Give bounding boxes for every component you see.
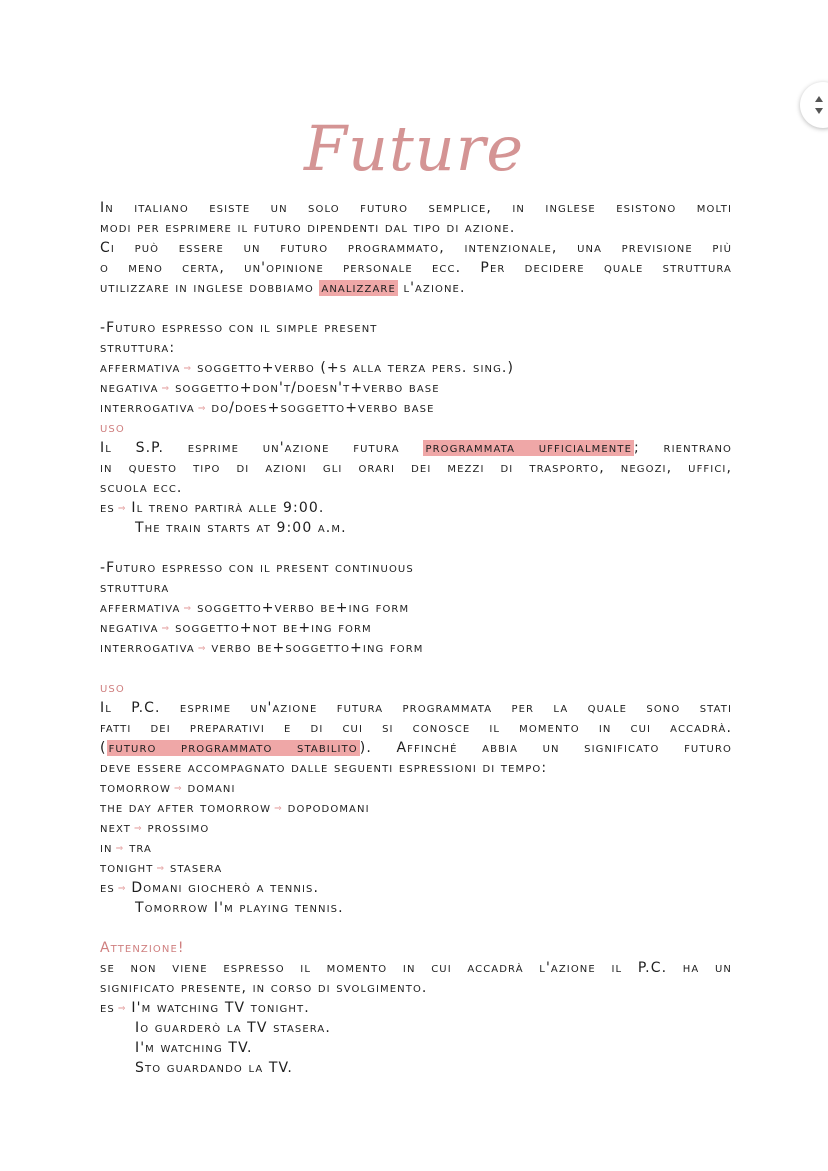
- example-label: es: [100, 1000, 115, 1016]
- arrow-icon: ⇒: [161, 624, 170, 634]
- form-label: affermativa: [100, 360, 181, 376]
- arrow-icon: ⇒: [197, 404, 206, 414]
- page-title: Future: [303, 112, 525, 185]
- example-line: [100, 498, 732, 518]
- expression-row: [100, 858, 732, 878]
- form-label: negativa: [100, 380, 159, 396]
- uso-text: (: [100, 740, 107, 756]
- arrow-icon: ⇒: [161, 384, 170, 394]
- notes-body: [100, 198, 732, 1078]
- example-text: Il treno partirà alle 9:00.: [131, 500, 325, 516]
- example-text: I'm watching TV tonight.: [131, 1000, 310, 1016]
- expression-row: [100, 818, 732, 838]
- section-heading-present-continuous: -Futuro espresso con il present continuous: [100, 560, 414, 576]
- form-label: interrogativa: [100, 400, 195, 416]
- chevron-up-icon: [815, 96, 823, 102]
- expression-row: [100, 838, 732, 858]
- struttura-label: struttura: [100, 580, 170, 596]
- expression-en: next: [100, 820, 131, 836]
- expression-it: dopodomani: [287, 800, 370, 816]
- intro-line: In italiano esiste un solo futuro semplice, in inglese esistono molti: [100, 200, 732, 216]
- expression-en: in: [100, 840, 113, 856]
- uso-line: fatti dei preparativi e di cui si conosce il momento in cui accadrà.: [100, 720, 732, 736]
- form-text: soggetto+verbo (+s alla terza pers. sing.): [197, 360, 515, 376]
- form-text: verbo be+soggetto+ing form: [211, 640, 424, 656]
- example-line: I'm watching TV.: [135, 1040, 253, 1056]
- example-line: [100, 998, 732, 1018]
- arrow-icon: ⇒: [274, 804, 282, 814]
- example-line: Tomorrow I'm playing tennis.: [135, 900, 344, 916]
- uso-text: ). Affinché abbia un significato futuro: [359, 740, 732, 756]
- arrow-icon: ⇒: [117, 504, 126, 514]
- expression-row: [100, 798, 732, 818]
- expression-en: tomorrow: [100, 780, 171, 796]
- highlight-analizzare: analizzare: [321, 280, 396, 296]
- highlight-futuro-programmato-stabilito: futuro programmato stabilito: [108, 740, 358, 756]
- section-heading-simple-present: -Futuro espresso con il simple present: [100, 320, 378, 336]
- structure-interrogativa: [100, 638, 732, 658]
- highlight-programmata-ufficialmente: programmata ufficialmente: [425, 440, 633, 456]
- example-label: es: [100, 500, 115, 516]
- uso-line: [100, 438, 732, 458]
- example-line: The train starts at 9:00 a.m.: [135, 520, 347, 536]
- arrow-icon: ⇒: [117, 1004, 126, 1014]
- attenzione-line: se non viene espresso il momento in cui accadrà l'azione il P.C. ha un: [100, 960, 732, 976]
- expression-it: stasera: [170, 860, 223, 876]
- expression-it: tra: [129, 840, 152, 856]
- structure-interrogativa: [100, 398, 732, 418]
- uso-heading: uso: [100, 420, 125, 436]
- arrow-icon: ⇒: [197, 644, 206, 654]
- example-line: [100, 878, 732, 898]
- form-text: soggetto+verbo be+ing form: [197, 600, 410, 616]
- arrow-icon: ⇒: [133, 824, 142, 834]
- arrow-icon: ⇒: [115, 844, 124, 854]
- uso-line: in questo tipo di azioni gli orari dei mezzi di trasporto, negozi, uffici,: [100, 460, 732, 476]
- expression-en: the day after tomorrow: [100, 800, 272, 816]
- uso-heading: uso: [100, 680, 125, 696]
- intro-line: [100, 278, 732, 298]
- intro-text: utilizzare in inglese dobbiamo: [100, 280, 314, 296]
- uso-line: scuola ecc.: [100, 480, 183, 496]
- uso-line: [100, 738, 732, 758]
- struttura-label: struttura:: [100, 340, 176, 356]
- example-text: Domani giocherò a tennis.: [131, 880, 320, 896]
- intro-line: o meno certa, un'opinione personale ecc. Per decidere quale struttura: [100, 260, 732, 276]
- structure-affermativa: [100, 358, 732, 378]
- form-text: soggetto+not be+ing form: [175, 620, 372, 636]
- structure-affermativa: [100, 598, 732, 618]
- uso-text: ; rientrano: [634, 440, 732, 456]
- expression-it: domani: [187, 780, 236, 796]
- structure-negativa: [100, 618, 732, 638]
- arrow-icon: ⇒: [183, 364, 192, 374]
- expression-en: tonight: [100, 860, 154, 876]
- uso-line: Il P.C. esprime un'azione futura programmata per la quale sono stati: [100, 700, 732, 716]
- intro-line: modi per esprimere il futuro dipendenti dal tipo di azione.: [100, 220, 516, 236]
- arrow-icon: ⇒: [183, 604, 192, 614]
- intro-text: l'azione.: [403, 280, 466, 296]
- example-line: Sto guardando la TV.: [135, 1060, 293, 1076]
- form-text: soggetto+don't/doesn't+verbo base: [175, 380, 440, 396]
- expression-row: [100, 778, 732, 798]
- example-line: Io guarderò la TV stasera.: [135, 1020, 331, 1036]
- arrow-icon: ⇒: [173, 784, 182, 794]
- attenzione-line: significato presente, in corso di svolgimento.: [100, 980, 428, 996]
- uso-text: Il S.P. esprime un'azione futura: [100, 440, 400, 456]
- form-label: affermativa: [100, 600, 181, 616]
- arrow-icon: ⇒: [117, 884, 126, 894]
- example-label: es: [100, 880, 115, 896]
- form-text: do/does+soggetto+verbo base: [211, 400, 435, 416]
- expression-it: prossimo: [147, 820, 210, 836]
- attenzione-heading: Attenzione!: [100, 940, 185, 956]
- arrow-icon: ⇒: [156, 864, 165, 874]
- form-label: negativa: [100, 620, 159, 636]
- structure-negativa: [100, 378, 732, 398]
- intro-line: Ci può essere un futuro programmato, intenzionale, una previsione più: [100, 240, 732, 256]
- uso-line: deve essere accompagnato dalle seguenti espressioni di tempo:: [100, 760, 548, 776]
- form-label: interrogativa: [100, 640, 195, 656]
